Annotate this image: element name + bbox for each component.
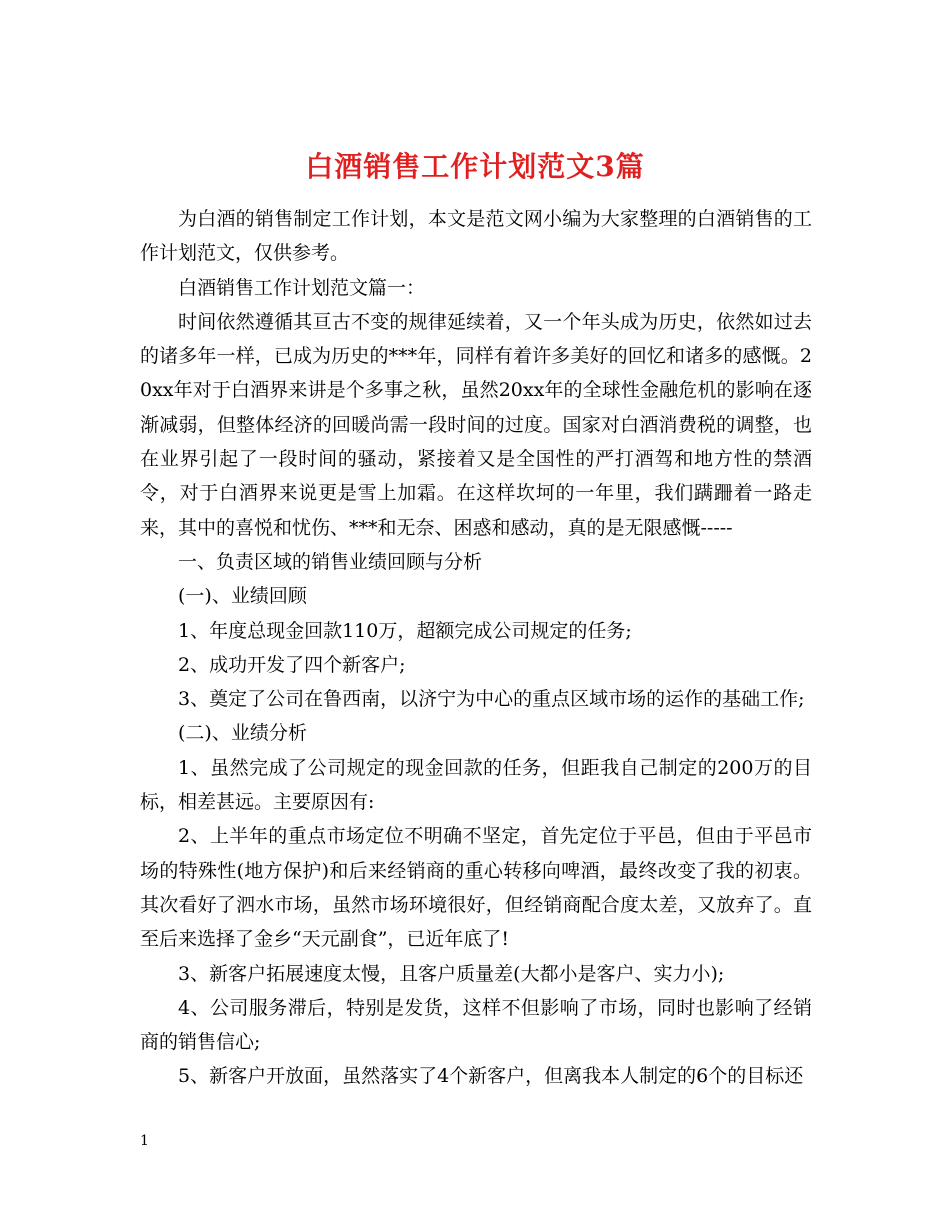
paragraph-subheading-performance: (一)、业绩回顾 (178, 585, 307, 608)
paragraph-item: 2、成功开发了四个新客户; (178, 653, 406, 676)
paragraph-item: 5、新客户开放面，虽然落实了4个新客户，但离我本人制定的6个的目标还 (178, 1065, 804, 1088)
page-number: 1 (140, 1133, 149, 1149)
paragraph-section-heading: 白酒销售工作计划范文篇一： (178, 276, 426, 299)
paragraph-item: 4、公司服务滞后，特别是发货，这样不但影响了市场，同时也影响了经销商的销售信心; (140, 996, 812, 1054)
paragraph-overview: 时间依然遵循其亘古不变的规律延续着，又一个年头成为历史，依然如过去的诸多年一样，已成为历史的***年，同样有着许多美好的回忆和诸多的感慨。20xx年对于白酒界来讲是个多事之秋，虽然20xx年的全球性金融危机的影响在逐渐减弱，但整体经济的回暖尚需一段时间的过度。国家对白酒消费税的调整，也在业界引起了一段时间的骚动，紧接着又是全国性的严打酒驾和地方性的禁酒令，对于白酒界来说更是雪上加霜。在这样坎坷的一年里，我们蹒跚着一路走来，其中的喜悦和忧伤、***和无奈、困惑和感动，真的是无限感慨----- (140, 310, 812, 539)
paragraph-item: 3、新客户拓展速度太慢，且客户质量差(大都小是客户、实力小); (178, 962, 725, 985)
paragraph-heading-review: 一、负责区域的销售业绩回顾与分析 (178, 550, 483, 573)
document-title: 白酒销售工作计划范文3篇 (305, 149, 645, 183)
document-body (140, 202, 812, 1094)
paragraph-subheading-analysis: (二)、业绩分析 (178, 722, 307, 745)
paragraph-item: 1、年度总现金回款110万，超额完成公司规定的任务; (178, 619, 632, 642)
paragraph-intro: 为白酒的销售制定工作计划，本文是范文网小编为大家整理的白酒销售的工作计划范文，仅供参考。 (140, 208, 812, 265)
paragraph-item: 3、奠定了公司在鲁西南，以济宁为中心的重点区域市场的运作的基础工作; (178, 688, 805, 711)
paragraph-item: 1、虽然完成了公司规定的现金回款的任务，但距我自己制定的200万的目标，相差甚远。主要原因有: (140, 756, 812, 814)
paragraph-item: 2、上半年的重点市场定位不明确不坚定，首先定位于平邑，但由于平邑市场的特殊性(地方保护)和后来经销商的重心转移向啤酒，最终改变了我的初衷。其次看好了泗水市场，虽然市场环境很好，但经销商配合度太差，又放弃了。直至后来选择了金乡“天元副食”，已近年底了! (140, 825, 812, 951)
